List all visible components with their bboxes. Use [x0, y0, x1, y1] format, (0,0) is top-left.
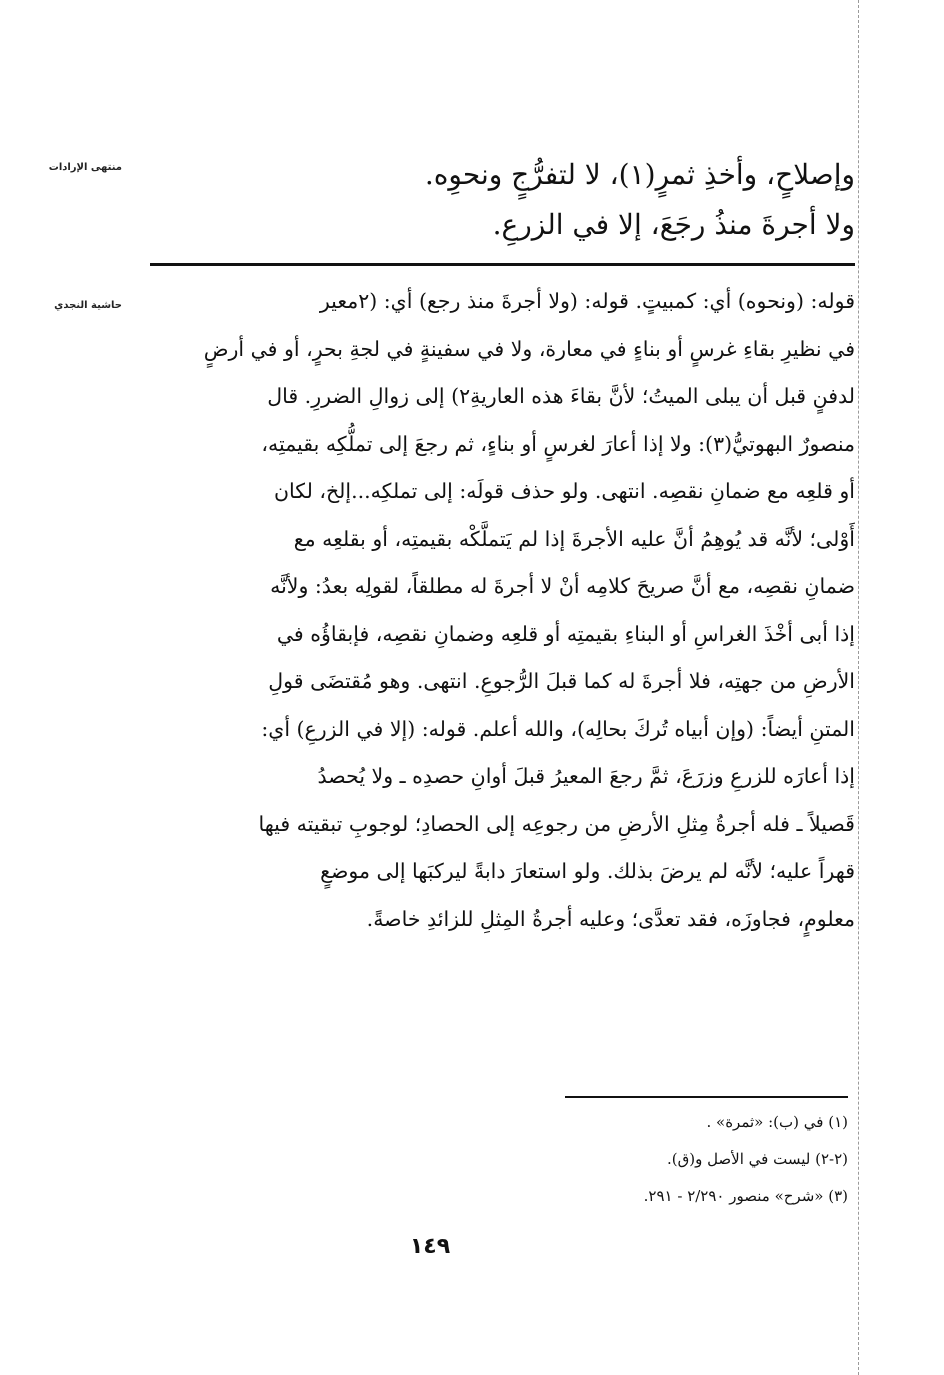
footnote: (١) في (ب): «ثمرة» .: [706, 1113, 848, 1131]
main-text-block: [150, 150, 855, 250]
scan-guide-line: [858, 0, 859, 1375]
commentary-line: إذا أبى أخْذَ الغراسِ أو البناءِ بقيمتِه أو قلعِه وضمانِ نقصِه، فإبقاؤُه في: [276, 621, 855, 646]
section-divider: [150, 263, 855, 266]
commentary-block: [150, 278, 855, 943]
footnotes-block: [380, 1104, 848, 1215]
side-label-source-title: منتهى الإرادات: [48, 162, 122, 173]
main-text-line: وإصلاحٍ، وأخذِ ثمرٍ(١)، لا لتفرُّجٍ ونحوِه.: [424, 158, 855, 191]
commentary-line: الأرضِ من جهتِه، فلا أجرةَ له كما قبلَ الرُّجوعِ. انتهى. وهو مُقتضَى قولِ: [268, 669, 855, 693]
commentary-line: قهراً عليه؛ لأنَّه لم يرضَ بذلك. ولو استعارَ دابةً ليركبَها إلى موضعٍ: [320, 859, 855, 883]
commentary-line: في نظيرِ بقاءِ غرسٍ أو بناءٍ في معارة، ولا في سفينةٍ في لجةِ بحرٍ، أو في أرضٍ: [203, 336, 855, 361]
commentary-line: لدفنٍ قبل أن يبلى الميتُ؛ لأنَّ بقاءَ هذه العاريةِ٢) إلى زوالِ الضررِ. قال: [267, 384, 855, 408]
commentary-line: منصورٌ البهوتيُّ(٣): ولا إذا أعارَ لغرسٍ أو بناءٍ، ثم رجعَ إلى تملُّكِه بقيمتِه،: [261, 431, 855, 456]
footnote: (٢-٢) ليست في الأصل و(ق).: [666, 1150, 848, 1168]
page-number: ١٤٩: [409, 1234, 451, 1259]
commentary-line: إذا أعارَه للزرعِ وزرَعَ، ثمَّ رجعَ المعيرُ قبلَ أوانِ حصدِه ـ ولا يُحصدُ: [317, 764, 855, 788]
main-text-line: ولا أجرةَ منذُ رجَعَ، إلا في الزرعِ.: [492, 208, 855, 241]
commentary-line: قوله: (ونحوه) أي: كمبيتٍ. قوله: (ولا أجرةَ منذ رجع) أي: (٢معير: [319, 289, 855, 313]
commentary-line: ضمانِ نقصِه، مع أنَّ صريحَ كلامِه أنْ لا أجرةَ له مطلقاً، لقولِه بعدُ: ولأنَّه: [270, 574, 855, 598]
commentary-line: أو قلعِه مع ضمانِ نقصِه. انتهى. ولو حذف قولَه: إلى تملكِه...إلخ، لكان: [273, 479, 855, 503]
commentary-line: أَوْلى؛ لأنَّه قد يُوهِمُ أنَّ عليه الأجرةَ إذا لم يَتملَّكْه بقيمتِه، أو بقلعِه مع: [293, 526, 855, 551]
commentary-line: المتنِ أيضاً: (وإن أبياه تُركَ بحالِه)، والله أعلم. قوله: (إلا في الزرعِ) أي:: [261, 716, 855, 741]
footnote-divider: [565, 1096, 848, 1098]
commentary-line: معلومٍ، فجاوزَه، فقد تعدَّى؛ وعليه أجرةُ المِثلِ للزائدِ خاصةً.: [366, 906, 855, 931]
side-label-commentary-title: حاشية النجدي: [54, 300, 122, 311]
footnote: (٣) «شرح» منصور ٢/٢٩٠ - ٢٩١.: [643, 1187, 848, 1205]
commentary-line: قَصيلاً ـ فله أجرةُ مِثلِ الأرضِ من رجوعِه إلى الحصادِ؛ لوجوبِ تبقيته فيها: [258, 811, 855, 836]
